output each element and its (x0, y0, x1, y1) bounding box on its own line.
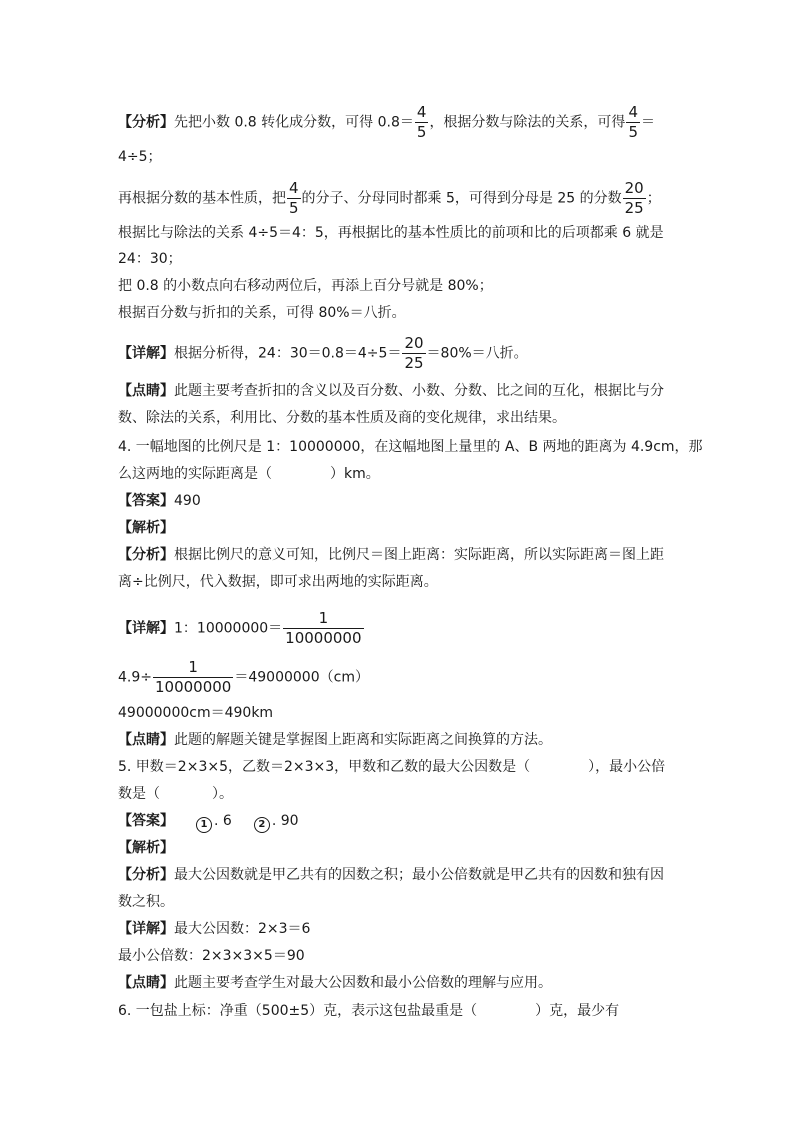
question-4-comment: 【点睛】此题的解题关键是掌握图上距离和实际距离之间换算的方法。 (118, 732, 552, 748)
comment-line-1: 【点睛】此题主要考查折扣的含义以及百分数、小数、分数、比之间的互化，根据比与分 (118, 383, 664, 399)
question-4-line-2: 么这两地的实际距离是（ ）km。 (118, 466, 380, 482)
analysis-line-2: 4÷5； (118, 149, 162, 165)
circled-one-icon: 1 (196, 817, 212, 833)
question-4-conversion: 49000000cm＝490km (118, 705, 274, 721)
question-5-detail-line-1: 【详解】最大公因数：2×3＝6 (118, 921, 311, 937)
analysis-tag: 【分析】 (118, 867, 174, 883)
question-5-line-2: 数是（ ）。 (118, 786, 233, 802)
analysis-tag: 【分析】 (118, 114, 174, 131)
analysis-line-5: 24：30； (118, 251, 182, 267)
fraction-4-5: $\frac{4}{5}$ (416, 103, 427, 141)
fraction-1-10000000: $\frac{1}{10000000}$ (285, 609, 362, 647)
comment-tag: 【点睛】 (118, 975, 174, 991)
question-6-line-1: 6. 一包盐上标：净重（500±5）克，表示这包盐最重是（ ）克，最少有 (118, 1003, 620, 1019)
detail-tag: 【详解】 (118, 921, 174, 937)
question-4-answer: 【答案】490 (118, 493, 201, 509)
detail-tag: 【详解】 (118, 620, 174, 637)
analysis-line-4: 根据比与除法的关系 4÷5＝4：5，再根据比的基本性质比的前项和比的后项都乘 6 就是 (118, 225, 664, 241)
comment-tag: 【点睛】 (118, 383, 174, 399)
analysis-line-3: 再根据分数的基本性质，把 $\frac{4}{5}$ 的分子、分母同时都乘 5，可得到分母是 25 的分数 $\frac{20}{25}$ ； (118, 179, 661, 217)
question-5-comment: 【点睛】此题主要考查学生对最大公因数和最小公倍数的理解与应用。 (118, 975, 552, 991)
analysis-tag: 【分析】 (118, 547, 174, 563)
question-4-detail: 【详解】1：10000000＝ $\frac{1}{10000000}$ (118, 609, 362, 647)
detail-line: 【详解】根据分析得，24：30＝0.8＝4÷5＝ $\frac{20}{25}$ ＝80%＝八折。 (118, 334, 528, 372)
question-5-line-1: 5. 甲数＝2×3×5，乙数＝2×3×3，甲数和乙数的最大公因数是（ ），最小公倍 (118, 759, 666, 775)
answer-tag: 【答案】 (118, 493, 174, 509)
question-5-analysis-line-2: 数之积。 (118, 894, 174, 910)
question-4-parse-tag: 【解析】 (118, 520, 174, 536)
question-5-answer: 【答案】 1 . 6 2 . 90 (118, 811, 299, 833)
analysis-line-6: 把 0.8 的小数点向右移动两位后，再添上百分号就是 80%； (118, 278, 493, 294)
question-5-detail-line-2: 最小公倍数：2×3×3×5＝90 (118, 948, 305, 964)
fraction-20-25: $\frac{20}{25}$ (624, 179, 644, 217)
question-5-analysis-line-1: 【分析】最大公因数就是甲乙共有的因数之积；最小公倍数就是甲乙共有的因数和独有因 (118, 867, 664, 883)
analysis-line-7: 根据百分数与折扣的关系，可得 80%＝八折。 (118, 305, 406, 321)
circled-two-icon: 2 (254, 817, 270, 833)
fraction-4-5: $\frac{4}{5}$ (628, 103, 638, 141)
fraction-1-10000000: $\frac{1}{10000000}$ (155, 658, 232, 696)
question-4-analysis-line-2: 离÷比例尺，代入数据，即可求出两地的实际距离。 (118, 574, 438, 590)
answer-tag: 【答案】 (118, 813, 174, 829)
fraction-20-25: $\frac{20}{25}$ (404, 334, 424, 372)
comment-tag: 【点睛】 (118, 732, 174, 748)
comment-line-2: 数、除法的关系，利用比、分数的基本性质及商的变化规律，求出结果。 (118, 410, 566, 426)
question-4-analysis-line-1: 【分析】根据比例尺的意义可知，比例尺＝图上距离：实际距离，所以实际距离＝图上距 (118, 547, 664, 563)
question-5-parse-tag: 【解析】 (118, 840, 174, 856)
fraction-4-5: $\frac{4}{5}$ (289, 179, 299, 217)
question-4-calc: 4.9÷ $\frac{1}{10000000}$ ＝49000000（cm） (118, 658, 369, 696)
analysis-line-1: 【分析】先把小数 0.8 转化成分数，可得 0.8＝ $\frac{4}{5}$ ，根据分数与除法的关系，可得 $\frac{4}{5}$ ＝ (118, 103, 655, 141)
question-4-line-1: 4. 一幅地图的比例尺是 1：10000000，在这幅地图上量里的 A、B 两地的距离为 4.9cm，那 (118, 439, 703, 455)
detail-tag: 【详解】 (118, 345, 174, 362)
